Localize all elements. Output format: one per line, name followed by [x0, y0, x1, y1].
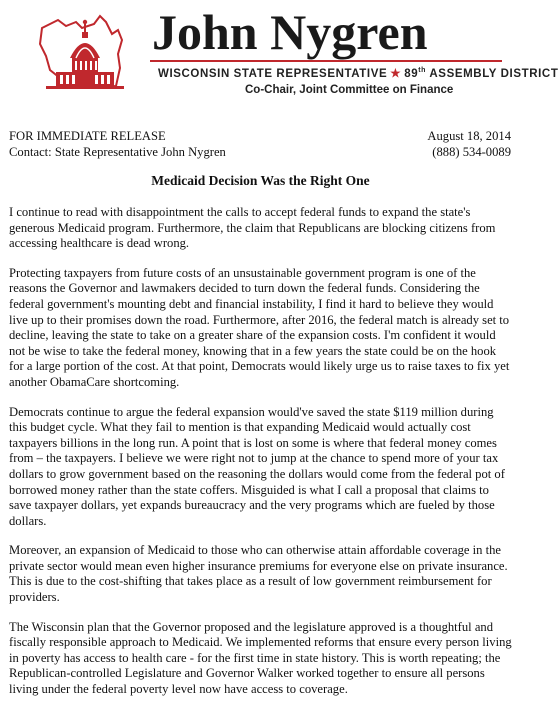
- committee-title: Co-Chair, Joint Committee on Finance: [245, 84, 454, 96]
- paragraph: Democrats continue to argue the federal expansion would've saved the state $119 million during this budget cycle. What they fail to mention is that expanding Medicaid would actually cost taxpayers billions in the long run. A point that is lost on some is where that federal money comes from – the taxpayers. I believe we were right not to jump at the chance to spend more of your tax dollars to grow government based on the reasoning the dollars would come from the federal pot of borrowed money rather than the state coffers. Misguided is what I call a proposal that claims to save taxpayer dollars, yet expands bureaucracy and the very programs which are fueled by those dollars.: [9, 404, 505, 528]
- release-date: August 18, 2014: [427, 129, 511, 143]
- paragraph: Protecting taxpayers from future costs of an unsustainable government program is one of the reasons the Governor and lawmakers decided to turn down the federal funds. Considering the federal government's mounting debt and financial instability, I find it hard to believe they would live up to their promises down the road. Furthermore, after 2016, the federal match is already set to decline, leaving the state to take on a greater share of the expansion costs. I'm confident it would not be wise to take the federal money, knowing that in a few years the state could be on the hook for a large portion of the cost. At that point, Democrats would likely urge us to raise taxes to fix yet another ObamaCare shortcoming.: [9, 265, 510, 389]
- headline: Medicaid Decision Was the Right One: [151, 173, 370, 188]
- letterhead: [0, 0, 558, 112]
- representative-name: John Nygren: [152, 4, 428, 60]
- press-release-body: [9, 205, 513, 712]
- star-separator-icon: ★: [390, 68, 402, 80]
- district-tail: ASSEMBLY DISTRICT: [429, 68, 558, 80]
- district-line: [158, 66, 558, 80]
- paragraph: Moreover, an expansion of Medicaid to those who can otherwise attain affordable coverage in the private sector would mean even higher insurance premiums for everyone else on private insurance. This is due to the cost-shifting that takes place as a result of low government reimbursement for providers.: [9, 543, 508, 605]
- contact-phone: (888) 534-0089: [432, 145, 511, 159]
- release-label: FOR IMMEDIATE RELEASE: [9, 129, 166, 143]
- district-number: 89: [404, 68, 419, 80]
- release-meta: [9, 128, 511, 160]
- paragraph: I continue to read with disappointment the calls to accept federal funds to expand the state's generous Medicaid program. Furthermore, the claim that Republicans are blocking citizens from accessing healthcare is dead wrong.: [9, 205, 496, 251]
- name-divider: [150, 60, 502, 62]
- paragraph: The Wisconsin plan that the Governor proposed and the legislature approved is a thoughtful and fiscally responsible approach to Medicaid. We implemented reforms that ensure every person living in poverty has access to health care - for the first time in state history. This is worth repeating; the Republican-controlled Legislature and Governor Walker worked together to ensure all persons living under the federal poverty level now have access to coverage.: [9, 619, 512, 697]
- capitol-dome-over-wisconsin-map-icon: [36, 6, 136, 98]
- district-title: WISCONSIN STATE REPRESENTATIVE: [158, 68, 388, 80]
- contact-line: Contact: State Representative John Nygren: [9, 145, 226, 159]
- district-suffix: th: [418, 67, 427, 75]
